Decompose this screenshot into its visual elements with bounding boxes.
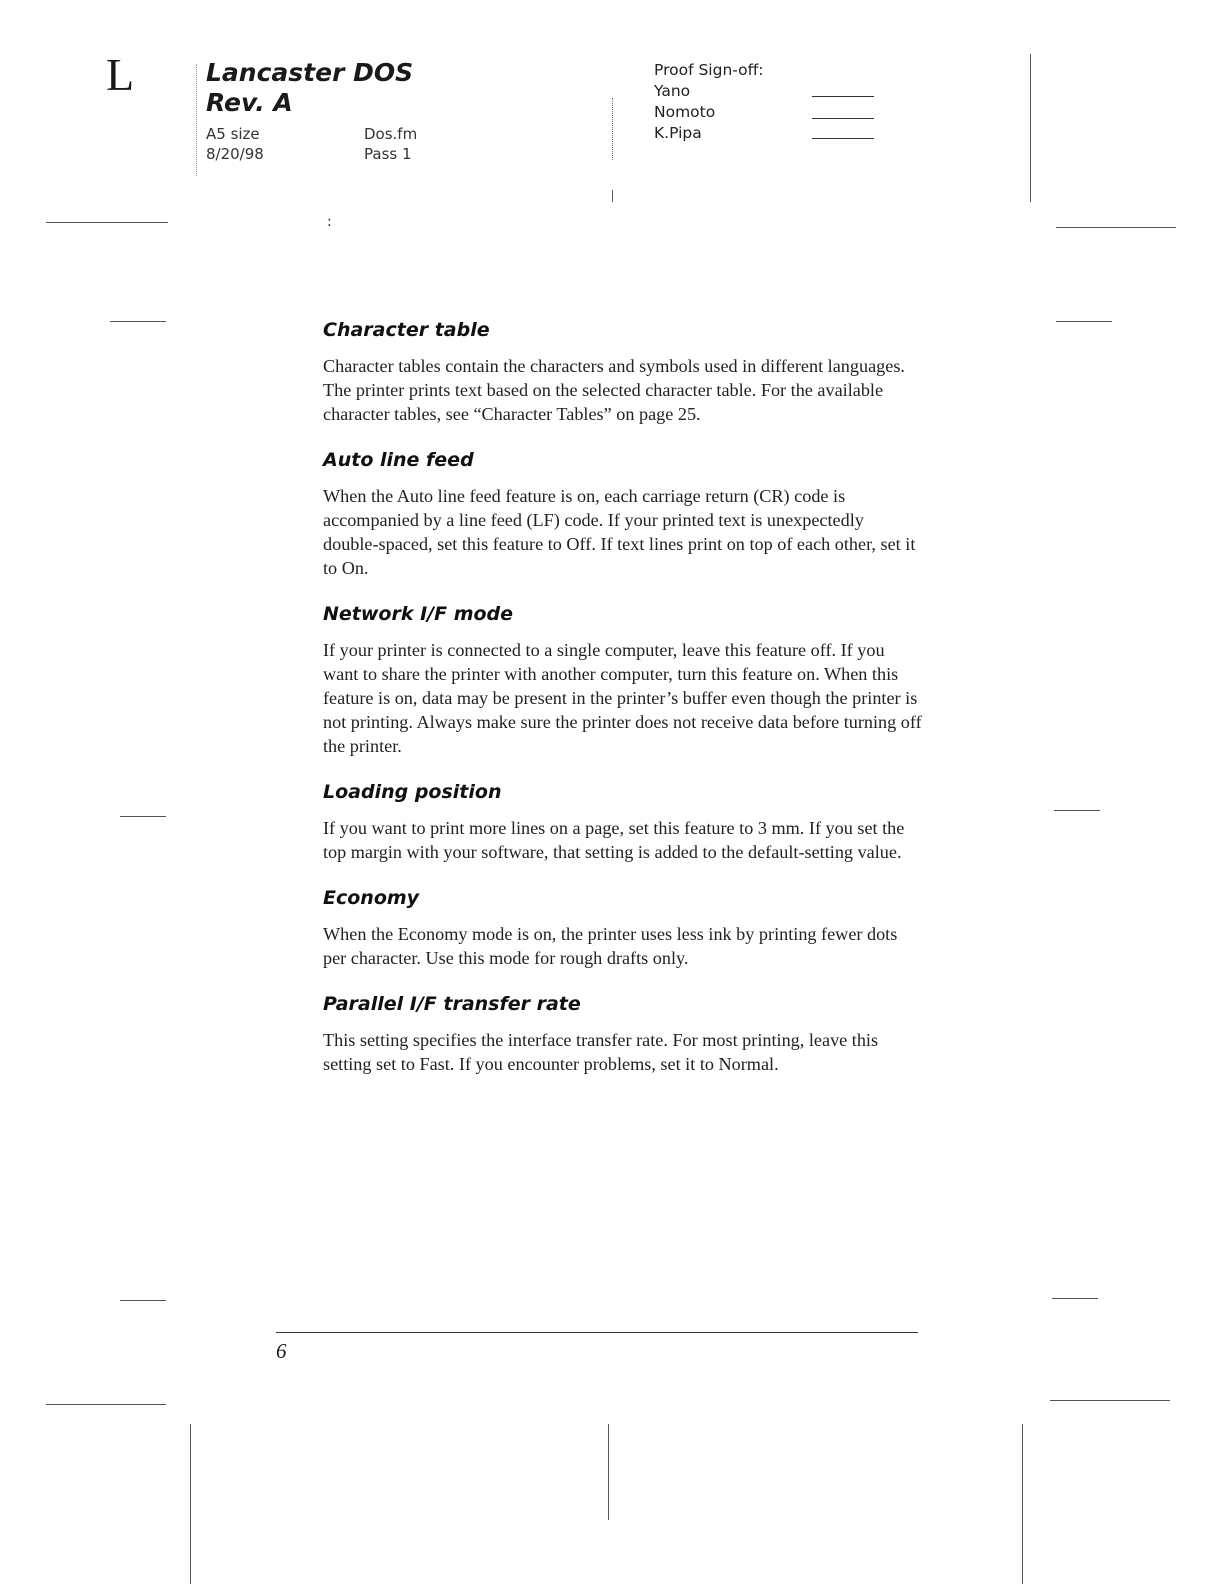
crop-mark bbox=[1052, 1298, 1098, 1299]
section-body: If you want to print more lines on a page, set this feature to 3 mm. If you set the top margin with your software, that setting is added to the default-setting value. bbox=[323, 818, 905, 862]
file-name: Dos.fm bbox=[364, 125, 418, 143]
meta-left bbox=[206, 124, 264, 164]
footer-rule bbox=[276, 1332, 918, 1333]
crop-mark bbox=[120, 1300, 166, 1301]
signoff-name-yano: Yano bbox=[654, 82, 691, 100]
crop-mark bbox=[190, 1424, 191, 1584]
main-content bbox=[323, 318, 923, 1098]
section-auto-line-feed bbox=[323, 448, 923, 580]
crop-mark bbox=[1050, 1400, 1170, 1401]
signature-line bbox=[812, 96, 874, 97]
section-heading: Loading position bbox=[323, 781, 502, 803]
signoff-label: Proof Sign-off: bbox=[654, 61, 764, 79]
crop-mark bbox=[46, 1404, 166, 1405]
signoff-name-kpipa: K.Pipa bbox=[654, 124, 702, 142]
crop-mark bbox=[612, 190, 613, 202]
section-body: When the Economy mode is on, the printer uses less ink by printing fewer dots per character. Use this mode for rough drafts only. bbox=[323, 924, 898, 968]
pass-number: Pass 1 bbox=[364, 145, 412, 163]
section-parallel-if-transfer-rate bbox=[323, 992, 923, 1076]
section-body: If your printer is connected to a single computer, leave this feature off. If you want to share the printer with another computer, turn this feature on. When this feature is on, data may be present in the printer’s buffer even though the printer is not printing. Always make sure the printer does not receive data before turning off the printer. bbox=[323, 640, 922, 756]
section-heading: Economy bbox=[323, 887, 420, 909]
crop-mark bbox=[1030, 54, 1031, 202]
section-heading: Auto line feed bbox=[323, 449, 474, 471]
crop-mark bbox=[120, 816, 166, 817]
document-date: 8/20/98 bbox=[206, 145, 264, 163]
section-heading: Character table bbox=[323, 319, 490, 341]
proof-signoff bbox=[654, 60, 764, 144]
document-title-line1: Lancaster DOS bbox=[206, 58, 414, 87]
signature-line bbox=[812, 138, 874, 139]
section-body: Character tables contain the characters and symbols used in different languages. The printer prints text based on the selected character table. For the available character tables, see “Character Tables” on page 25. bbox=[323, 356, 905, 424]
section-body: When the Auto line feed feature is on, each carriage return (CR) code is accompanied by a line feed (LF) code. If your printed text is unexpectedly double-spaced, set this feature to Off. If text lines print on top of each other, set it to On. bbox=[323, 486, 916, 578]
crop-mark bbox=[1056, 227, 1176, 228]
crop-mark bbox=[110, 321, 166, 322]
section-loading-position bbox=[323, 780, 923, 864]
section-heading: Parallel I/F transfer rate bbox=[323, 993, 581, 1015]
signature-line bbox=[812, 118, 874, 119]
section-heading: Network I/F mode bbox=[323, 603, 514, 625]
page-number: 6 bbox=[276, 1339, 287, 1363]
header-mark: : bbox=[327, 214, 332, 230]
crop-mark bbox=[1022, 1424, 1023, 1584]
document-title bbox=[206, 58, 413, 118]
crop-mark bbox=[612, 98, 613, 160]
page-size: A5 size bbox=[206, 125, 260, 143]
section-character-table bbox=[323, 318, 923, 426]
document-title-line2: Rev. A bbox=[206, 88, 293, 117]
section-economy bbox=[323, 886, 923, 970]
section-network-if-mode bbox=[323, 602, 923, 758]
section-body: This setting specifies the interface transfer rate. For most printing, leave this setting set to Fast. If you encounter problems, set it to Normal. bbox=[323, 1030, 879, 1074]
crop-mark bbox=[46, 222, 168, 223]
corner-letter: L bbox=[106, 49, 135, 100]
crop-mark bbox=[608, 1424, 609, 1520]
meta-right bbox=[364, 124, 417, 164]
signoff-name-nomoto: Nomoto bbox=[654, 103, 716, 121]
crop-mark bbox=[196, 64, 197, 176]
crop-mark bbox=[1056, 321, 1112, 322]
crop-mark bbox=[1054, 810, 1100, 811]
